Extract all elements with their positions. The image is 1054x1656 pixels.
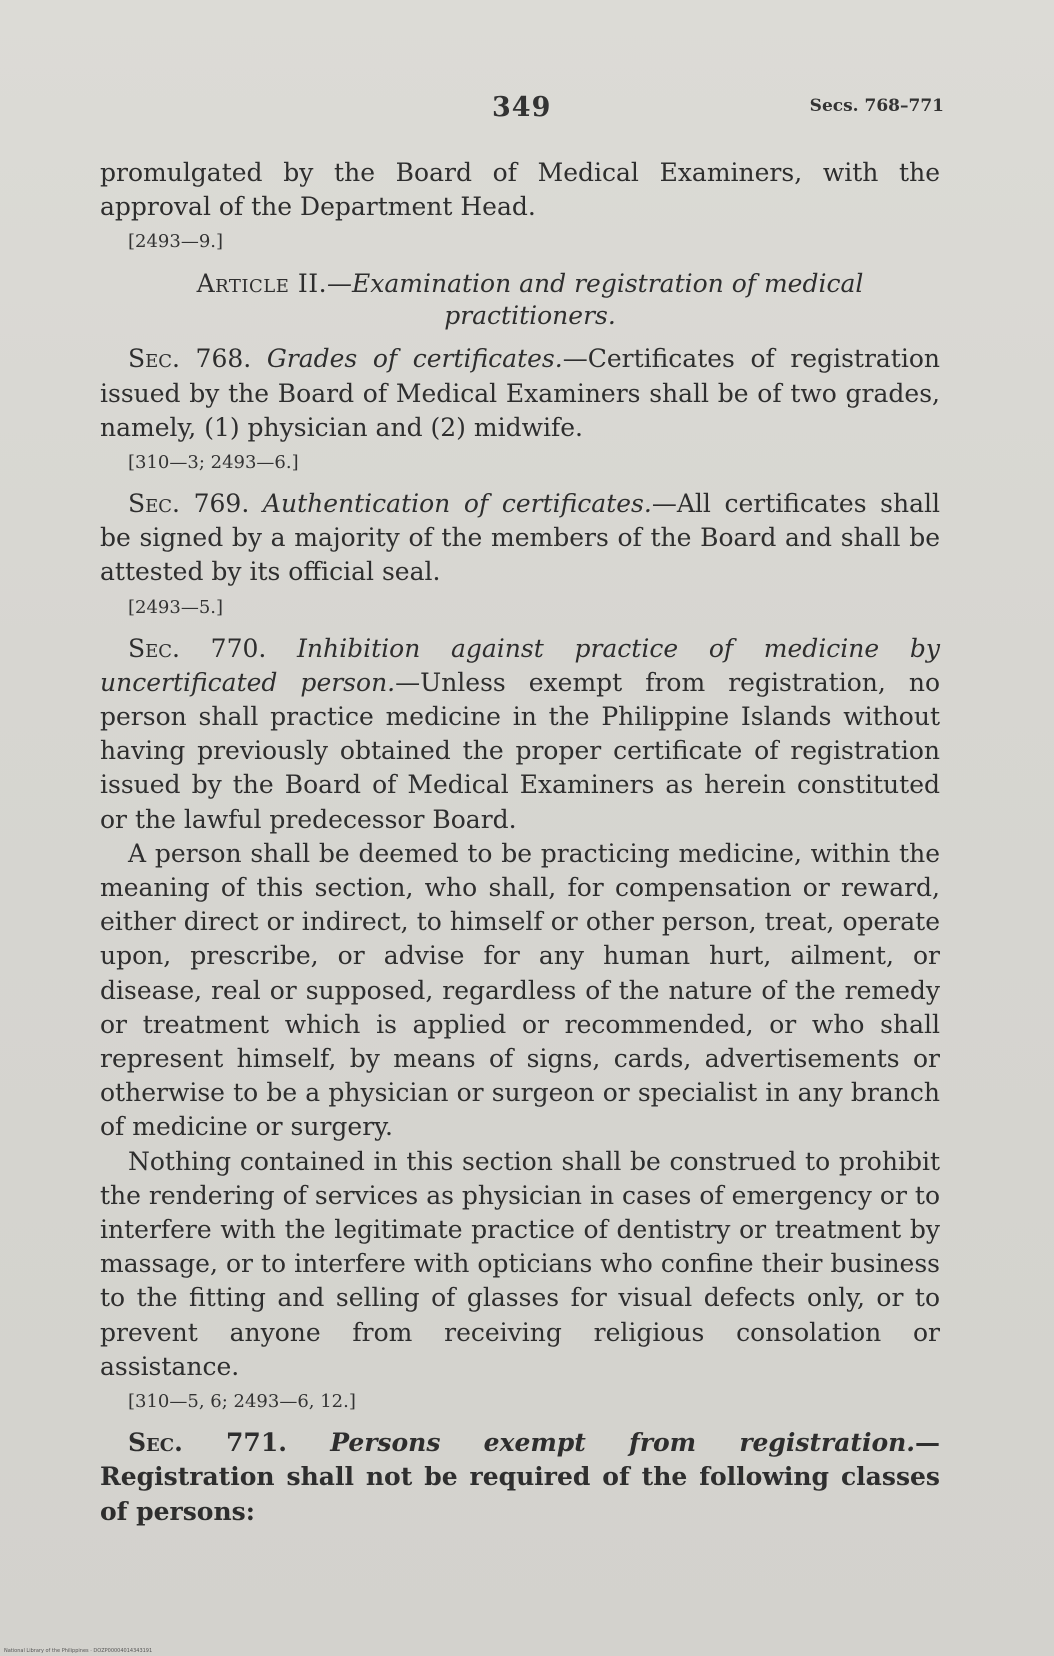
page-number: 349 <box>492 92 552 123</box>
section-text: —Unless exempt from registration, no person shall practice medicine in the Philippine Islands without having previously obtained the proper certificate of registration issued by the Board of Medical Examiners as herein constituted or the lawful predecessor Board. <box>100 667 940 834</box>
section-771 <box>100 1426 940 1529</box>
section-label: Sec. 769. <box>128 489 250 519</box>
section-label: Sec. 768. <box>128 344 252 374</box>
section-title: Inhibition against practice of medicine by uncertificated person. <box>100 633 941 697</box>
section-768 <box>100 342 940 445</box>
section-770 <box>100 632 940 837</box>
citation: [2493—5.] <box>128 596 224 618</box>
section-text: —All certificates shall be signed by a majority of the members of the Board and shall be attested by its official seal. <box>100 489 940 587</box>
scan-watermark: National Library of the Philippines · DOZP00004014343191 <box>4 1648 153 1654</box>
article-label: Article II. <box>196 269 328 299</box>
section-770-paragraph: A person shall be deemed to be practicing medicine, within the meaning of this section, who shall, for compensation or reward, either direct or indirect, to himself or other person, treat, operate upon, prescribe, or advise for any human hurt, ailment, or disease, real or supposed, regardless of the nature of the remedy or treatment which is applied or recommended, or who shall represent himself, by means of signs, cards, advertisements or otherwise to be a physician or surgeon or specialist in any branch of medicine or surgery. <box>100 838 940 1142</box>
section-text: —Certificates of registration issued by the Board of Medical Examiners shall be of two grades, namely, (1) physician and (2) midwife. <box>100 344 940 442</box>
intro-paragraph: promulgated by the Board of Medical Examiners, with the approval of the Department Head. <box>100 158 940 222</box>
section-text: —Registration shall not be required of the following classes of persons: <box>100 1428 940 1526</box>
section-title: Grades of certificates. <box>266 344 563 374</box>
citation: [2493—9.] <box>128 231 224 253</box>
section-label: Sec. 770. <box>128 633 267 663</box>
article-title: —Examination and registration of medical practitioners. <box>327 269 864 331</box>
section-769 <box>100 487 940 590</box>
page-header <box>0 92 1054 132</box>
body-text <box>100 156 940 1529</box>
section-title: Authentication of certificates. <box>262 489 652 519</box>
article-heading <box>100 268 940 332</box>
citation: [310—3; 2493—6.] <box>128 452 299 474</box>
citation: [310—5, 6; 2493—6, 12.] <box>128 1391 356 1413</box>
section-range: Secs. 768–771 <box>809 96 944 116</box>
section-title: Persons exempt from registration. <box>330 1428 915 1458</box>
section-770-paragraph: Nothing contained in this section shall be construed to prohibit the rendering of services as physician in cases of emergency or to interfere with the legitimate practice of dentistry or treatment by massage, or to interfere with opticians who confine their business to the fitting and selling of glasses for visual defects only, or to prevent anyone from receiving religious consolation or assistance. <box>100 1146 940 1381</box>
section-label: Sec. 771. <box>128 1428 287 1458</box>
